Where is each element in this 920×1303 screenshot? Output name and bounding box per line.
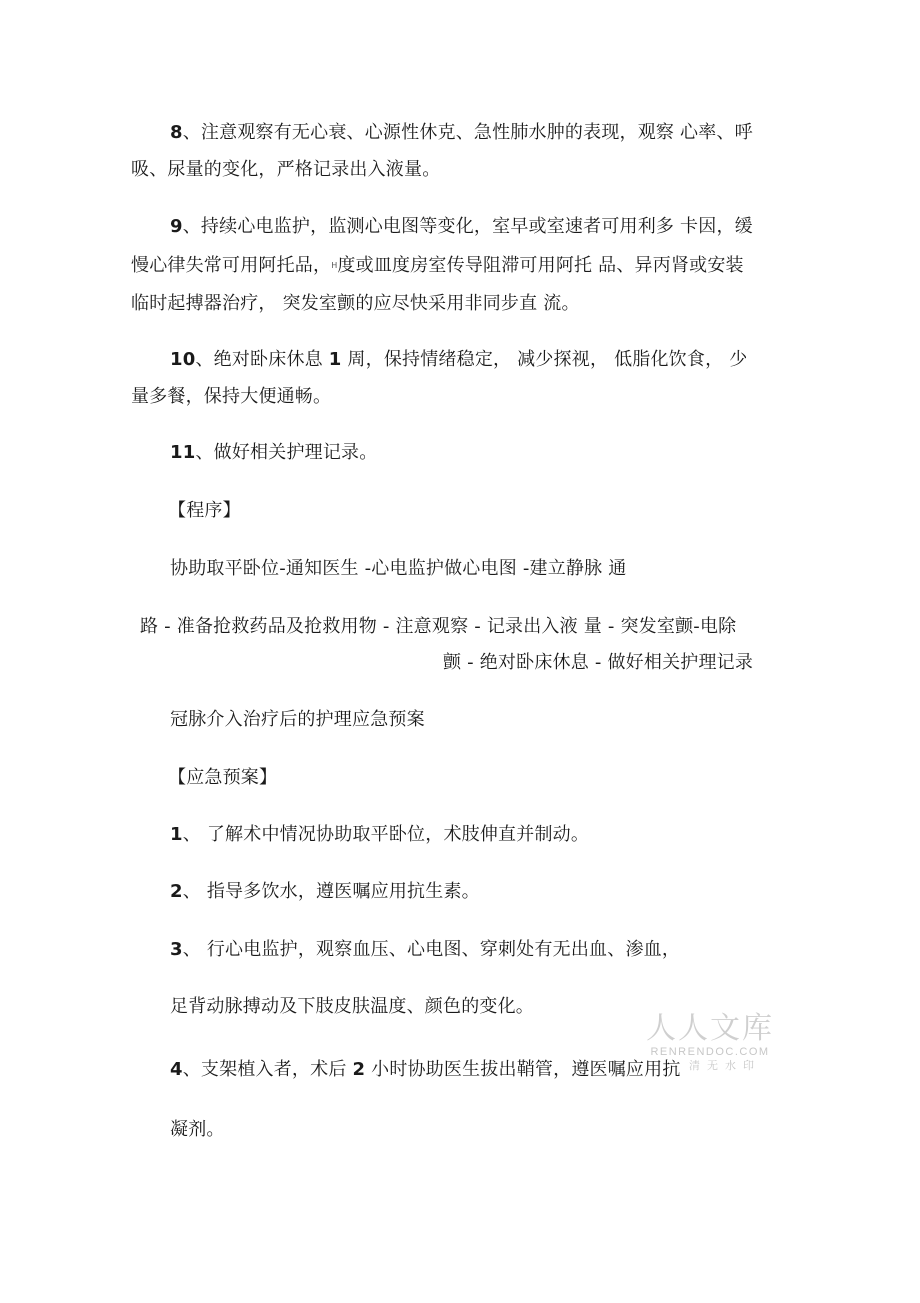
procedure-line-2: 路 - 准备抢救药品及抢救用物 - 注意观察 - 记录出入液 量 - 突发室颤-电除 [140,616,737,637]
step-2-text: 、 指导多饮水，遵医嘱应用抗生素。 [182,881,480,902]
step-2-number: 2 [170,881,183,902]
item-9-number: 9 [170,216,183,237]
item-8-text: 、注意观察有无心衰、心源性休克、急性肺水肿的表现，观察 心率、呼 [182,122,753,143]
watermark-subtext: 清无水印 [689,1059,761,1072]
step-2 [170,880,480,904]
procedure-line-3: 颤 - 绝对卧床休息 - 做好相关护理记录 [443,652,754,673]
item-9-line-1 [170,215,753,239]
item-10-text-a: 、绝对卧床休息 [195,349,329,370]
step-1-number: 1 [170,824,183,845]
watermark-main-text: 人人文库 [646,1011,774,1046]
item-10-line-2: 量多餐，保持大便通畅。 [131,386,332,407]
item-9-text: 、持续心电监护，监测心电图等变化，室早或室速者可用利多 卡因，缓 [182,216,753,237]
step-1-text: 、 了解术中情况协助取平卧位，术肢伸直并制动。 [182,824,590,845]
item-10-text-b: 周，保持情绪稳定， 减少探视， 低脂化饮食， 少 [341,349,748,370]
step-4-continuation: 凝剂。 [170,1119,225,1140]
procedure-line-1: 协助取平卧位-通知医生 -心电监护做心电图 -建立静脉 通 [170,558,627,579]
item-9-line-3: 临时起搏器治疗， 突发室颤的应尽快采用非同步直 流。 [131,293,580,314]
section-title: 冠脉介入治疗后的护理应急预案 [170,709,425,730]
watermark-url: RENRENDOC.COM [650,1046,770,1058]
item-11-number: 11 [170,442,196,463]
item-9-line-2 [131,254,744,278]
item-9-text-2a: 慢心律失常可用阿托品， [131,255,332,276]
step-3 [170,938,680,962]
item-10-number: 10 [170,349,196,370]
item-9-small-mark: H [331,261,338,270]
item-8-line-2: 吸、尿量的变化，严格记录出入液量。 [131,159,441,180]
step-3-text: 、 行心电监护，观察血压、心电图、穿刺处有无出血、渗血， [182,939,681,960]
step-4 [170,1058,681,1082]
emergency-heading: 【应急预案】 [168,767,278,788]
step-3-continuation: 足背动脉搏动及下肢皮肤温度、颜色的变化。 [170,996,534,1017]
step-4-text-b: 小时协助医生拔出鞘管，遵医嘱应用抗 [365,1059,681,1080]
step-1 [170,823,589,847]
step-4-inline-number: 2 [352,1059,366,1080]
watermark-logo [645,1012,775,1073]
item-9-text-2b: 度或皿度房室传导阻滞可用阿托 品、异丙肾或安装 [337,255,744,276]
item-8-line-1 [170,121,753,145]
item-8-number: 8 [170,122,183,143]
item-11-text: 、做好相关护理记录。 [195,442,378,463]
step-3-number: 3 [170,939,183,960]
step-4-text-a: 、支架植入者，术后 [182,1059,353,1080]
step-4-number: 4 [170,1059,183,1080]
item-10-inline-number: 1 [328,349,342,370]
procedure-heading: 【程序】 [168,500,241,521]
item-11-line-1 [170,441,377,465]
item-10-line-1 [170,348,747,372]
